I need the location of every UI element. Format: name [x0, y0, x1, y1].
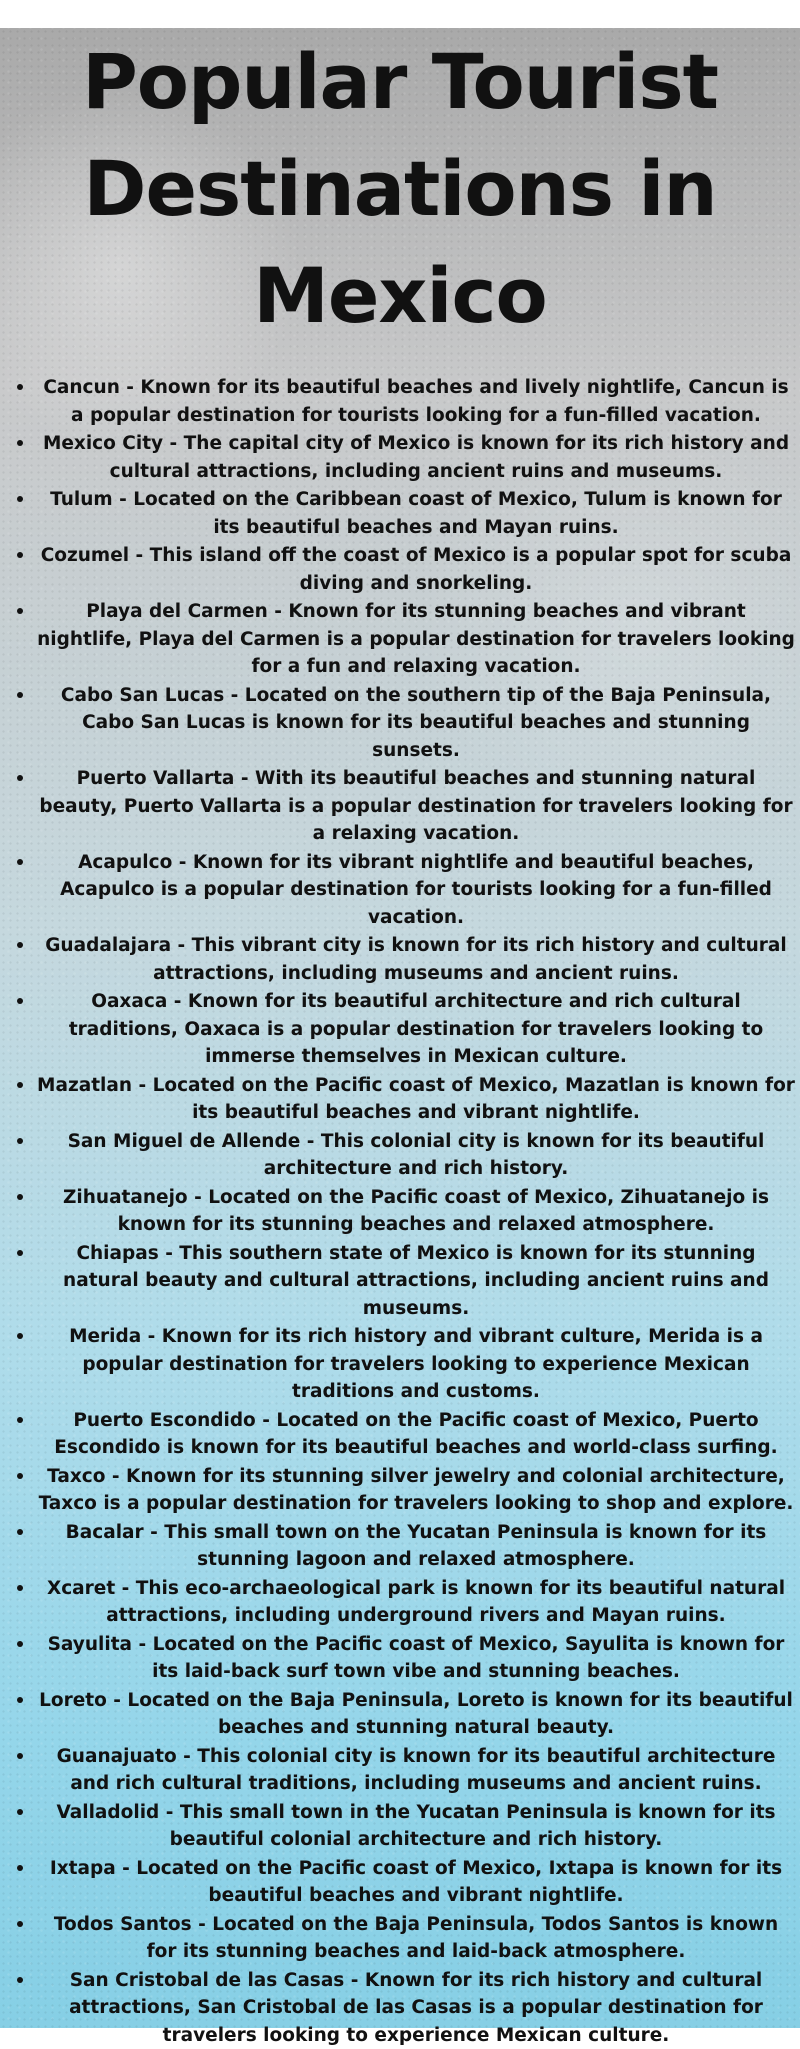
list-item: • San Miguel de Allende - This colonial city is known for its beautiful architecture and rich history.	[36, 1127, 796, 1183]
list-item: • Todos Santos - Located on the Baja Peninsula, Todos Santos is known for its stunning beaches and laid-back atmosphere.	[36, 1910, 796, 1966]
list-item: • Ixtapa - Located on the Pacific coast of Mexico, Ixtapa is known for its beautiful beaches and vibrant nightlife.	[36, 1854, 796, 1910]
list-item: • Cancun - Known for its beautiful beaches and lively nightlife, Cancun is a popular destination for tourists looking for a fun-filled vacation.	[36, 373, 796, 429]
list-item: • Cabo San Lucas - Located on the southern tip of the Baja Peninsula, Cabo San Lucas is known for its beautiful beaches and stunning sunsets.	[36, 681, 796, 765]
list-item: • Puerto Vallarta - With its beautiful beaches and stunning natural beauty, Puerto Vallarta is a popular destination for travelers looking for a relaxing vacation.	[36, 764, 796, 848]
list-item: • Merida - Known for its rich history and vibrant culture, Merida is a popular destination for travelers looking to experience Mexican traditions and customs.	[36, 1322, 796, 1406]
list-item: • Xcaret - This eco-archaeological park is known for its beautiful natural attractions, including underground rivers and Mayan ruins.	[36, 1574, 796, 1630]
list-item: • Oaxaca - Known for its beautiful architecture and rich cultural traditions, Oaxaca is a popular destination for travelers looking to immerse themselves in Mexican culture.	[36, 987, 796, 1071]
list-item: • Mazatlan - Located on the Pacific coast of Mexico, Mazatlan is known for its beautiful beaches and vibrant nightlife.	[36, 1071, 796, 1127]
list-item: • Acapulco - Known for its vibrant nightlife and beautiful beaches, Acapulco is a popular destination for tourists looking for a fun-filled vacation.	[36, 848, 796, 932]
list-item: • Taxco - Known for its stunning silver jewelry and colonial architecture, Taxco is a popular destination for travelers looking to shop and explore.	[36, 1462, 796, 1518]
list-item: • Cozumel - This island off the coast of Mexico is a popular spot for scuba diving and snorkeling.	[36, 541, 796, 597]
poster	[0, 28, 800, 2028]
list-item: • Playa del Carmen - Known for its stunning beaches and vibrant nightlife, Playa del Carmen is a popular destination for travelers looking for a fun and relaxing vacation.	[36, 597, 796, 681]
list-item: • San Cristobal de las Casas - Known for its rich history and cultural attractions, San Cristobal de las Casas is a popular destination for travelers looking to experience Mexican culture.	[36, 1966, 796, 2049]
page-title: Popular Tourist Destinations in Mexico	[80, 28, 720, 349]
list-item: • Valladolid - This small town in the Yucatan Peninsula is known for its beautiful colonial architecture and rich history.	[36, 1798, 796, 1854]
list-item: • Loreto - Located on the Baja Peninsula, Loreto is known for its beautiful beaches and stunning natural beauty.	[36, 1686, 796, 1742]
list-item: • Bacalar - This small town on the Yucatan Peninsula is known for its stunning lagoon and relaxed atmosphere.	[36, 1518, 796, 1574]
list-item: • Guanajuato - This colonial city is known for its beautiful architecture and rich cultural traditions, including museums and ancient ruins.	[36, 1742, 796, 1798]
list-item: • Chiapas - This southern state of Mexico is known for its stunning natural beauty and cultural attractions, including ancient ruins and museums.	[36, 1239, 796, 1323]
list-item: • Puerto Escondido - Located on the Pacific coast of Mexico, Puerto Escondido is known for its beautiful beaches and world-class surfing.	[36, 1406, 796, 1462]
list-item: • Guadalajara - This vibrant city is known for its rich history and cultural attractions, including museums and ancient ruins.	[36, 931, 796, 987]
list-item: • Mexico City - The capital city of Mexico is known for its rich history and cultural attractions, including ancient ruins and museums.	[36, 429, 796, 485]
list-item: • Zihuatanejo - Located on the Pacific coast of Mexico, Zihuatanejo is known for its stunning beaches and relaxed atmosphere.	[36, 1183, 796, 1239]
list-item: • Tulum - Located on the Caribbean coast of Mexico, Tulum is known for its beautiful beaches and Mayan ruins.	[36, 485, 796, 541]
list-item: • Sayulita - Located on the Pacific coast of Mexico, Sayulita is known for its laid-back surf town vibe and stunning beaches.	[36, 1630, 796, 1686]
destination-list	[0, 373, 800, 2049]
